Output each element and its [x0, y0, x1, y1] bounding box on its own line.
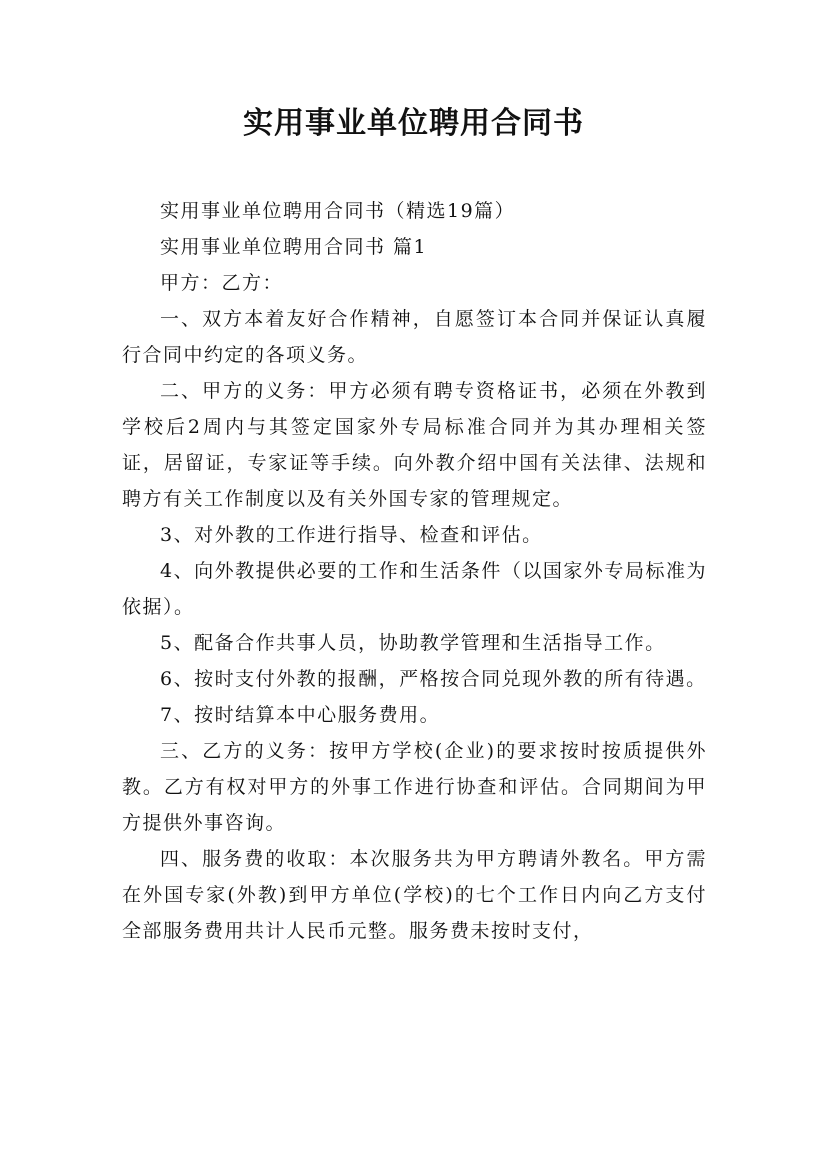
- paragraph: 4、向外教提供必要的工作和生活条件（以国家外专局标准为依据）。: [122, 560, 707, 618]
- document-body: [122, 193, 707, 949]
- paragraph: 四、服务费的收取：本次服务共为甲方聘请外教名。甲方需在外国专家(外教)到甲方单位(学校)的七个工作日内向乙方支付全部服务费用共计人民币元整。服务费未按时支付，: [122, 848, 707, 942]
- paragraph: 二、甲方的义务：甲方必须有聘专资格证书，必须在外教到学校后2周内与其签定国家外专局标准合同并为其办理相关签证，居留证，专家证等手续。向外教介绍中国有关法律、法规和聘方有关工作制度以及有关外国专家的管理规定。: [122, 380, 707, 510]
- paragraph: 一、双方本着友好合作精神，自愿签订本合同并保证认真履行合同中约定的各项义务。: [122, 308, 707, 366]
- paragraph: 甲方：乙方：: [160, 272, 284, 294]
- paragraph: 7、按时结算本中心服务费用。: [160, 704, 441, 726]
- paragraph: 5、配备合作共事人员，协助教学管理和生活指导工作。: [160, 632, 666, 654]
- paragraph: 6、按时支付外教的报酬，严格按合同兑现外教的所有待遇。: [160, 668, 707, 690]
- document-title: 实用事业单位聘用合同书: [243, 106, 584, 141]
- paragraph: 3、对外教的工作进行指导、检查和评估。: [160, 524, 543, 546]
- paragraph: 三、乙方的义务：按甲方学校(企业)的要求按时按质提供外教。乙方有权对甲方的外事工作进行协查和评估。合同期间为甲方提供外事咨询。: [122, 740, 707, 834]
- paragraph: 实用事业单位聘用合同书（精选19篇）: [160, 200, 516, 222]
- paragraph: 实用事业单位聘用合同书 篇1: [160, 236, 428, 258]
